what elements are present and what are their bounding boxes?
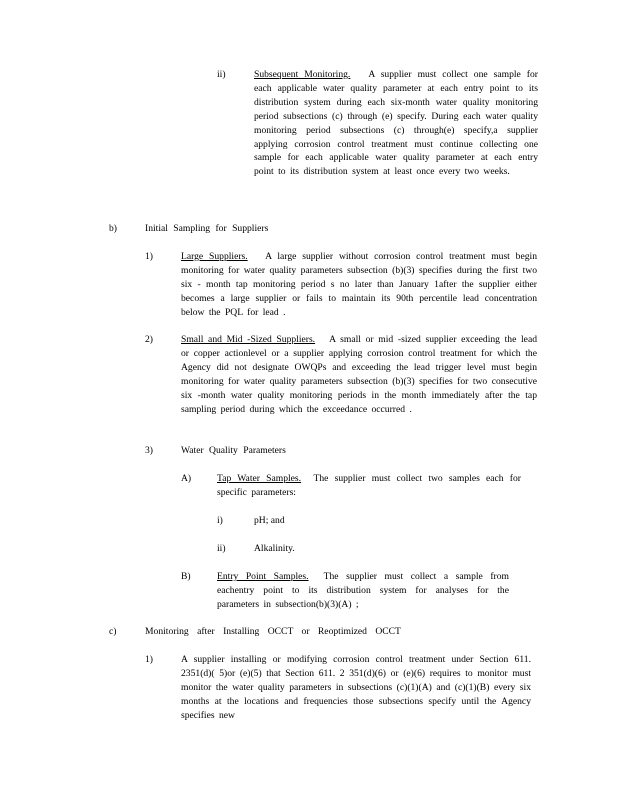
item-text: The supplier must collect a sample from eachentry point to its distribution system for analyses for the parameters in subsection(b)(3)(A) ; xyxy=(217,571,509,610)
item-heading: Small and Mid -Sized Suppliers. xyxy=(181,334,316,345)
item-label: 1) xyxy=(145,654,153,665)
item-label: i) xyxy=(217,515,223,526)
item-text: A large supplier without corrosion control treatment must begin monitoring for water quality parameters subsection (b)(3) specifies during the first two six - month tap monitoring period s no later than January 1after the supplier either becomes a large supplier or fails to maintain its 90th percentile lead concentration below the PQL for lead . xyxy=(181,251,537,318)
item-heading: Entry Point Samples. xyxy=(217,571,309,582)
section-label: b) xyxy=(109,223,117,234)
large-suppliers-paragraph xyxy=(181,250,537,320)
section-heading: Initial Sampling for Suppliers xyxy=(145,223,269,234)
item-text: A supplier must collect one sample for each applicable water quality parameter at each entry point to its distribution system during each six-month water quality monitoring period subsections (c) through (e) specify. During each water quality monitoring period subsections (c) through(e) specify,a supplier applying corrosion control treatment must continue collecting one sample for each applicable water quality parameter at each entry point to its distribution system at least once every two weeks. xyxy=(254,69,538,178)
item-label: B) xyxy=(181,571,191,582)
item-heading: Tap Water Samples. xyxy=(217,473,302,484)
section-heading: Monitoring after Installing OCCT or Reoptimized OCCT xyxy=(145,626,401,637)
item-text: The supplier must collect two samples each for specific parameters: xyxy=(217,473,521,498)
section-label: c) xyxy=(109,626,117,637)
entry-point-samples-paragraph xyxy=(217,570,509,612)
occt-monitoring-paragraph: A supplier installing or modifying corrosion control treatment under Section 611. 2351(d)( 5)or (e)(5) that Section 611. 2 351(d)(6) or (e)(6) requires to monitor must monitor the water quality parameters in subsections (c)(1)(A) and (c)(1)(B) every six months at the locations and frequencies those subsections specify until the Agency specifies new xyxy=(181,654,531,721)
item-heading: Subsequent Monitoring. xyxy=(254,69,351,80)
item-label: 3) xyxy=(145,445,153,456)
item-text: Alkalinity. xyxy=(254,543,295,554)
small-mid-suppliers-paragraph xyxy=(181,333,537,416)
tap-water-samples-paragraph xyxy=(217,472,521,500)
item-heading: Water Quality Parameters xyxy=(181,445,286,456)
item-label: A) xyxy=(181,473,192,484)
item-label: ii) xyxy=(217,543,226,554)
item-label: 2) xyxy=(145,334,153,345)
item-label: 1) xyxy=(145,251,153,262)
item-label: ii) xyxy=(217,69,226,80)
item-heading: Large Suppliers. xyxy=(181,251,248,262)
item-text: pH; and xyxy=(254,515,285,526)
item-text: A small or mid -sized supplier exceeding the lead or copper actionlevel or a supplier applying corrosion control treatment for which the Agency did not designate OWQPs and exceeding the lead trigger level must begin monitoring for water quality parameters subsection (b)(3) specifies for two consecutive six -month water quality monitoring periods in the month immediately after the tap sampling period during which the exceedance occurred . xyxy=(181,334,537,415)
subsequent-monitoring-paragraph xyxy=(254,68,538,179)
